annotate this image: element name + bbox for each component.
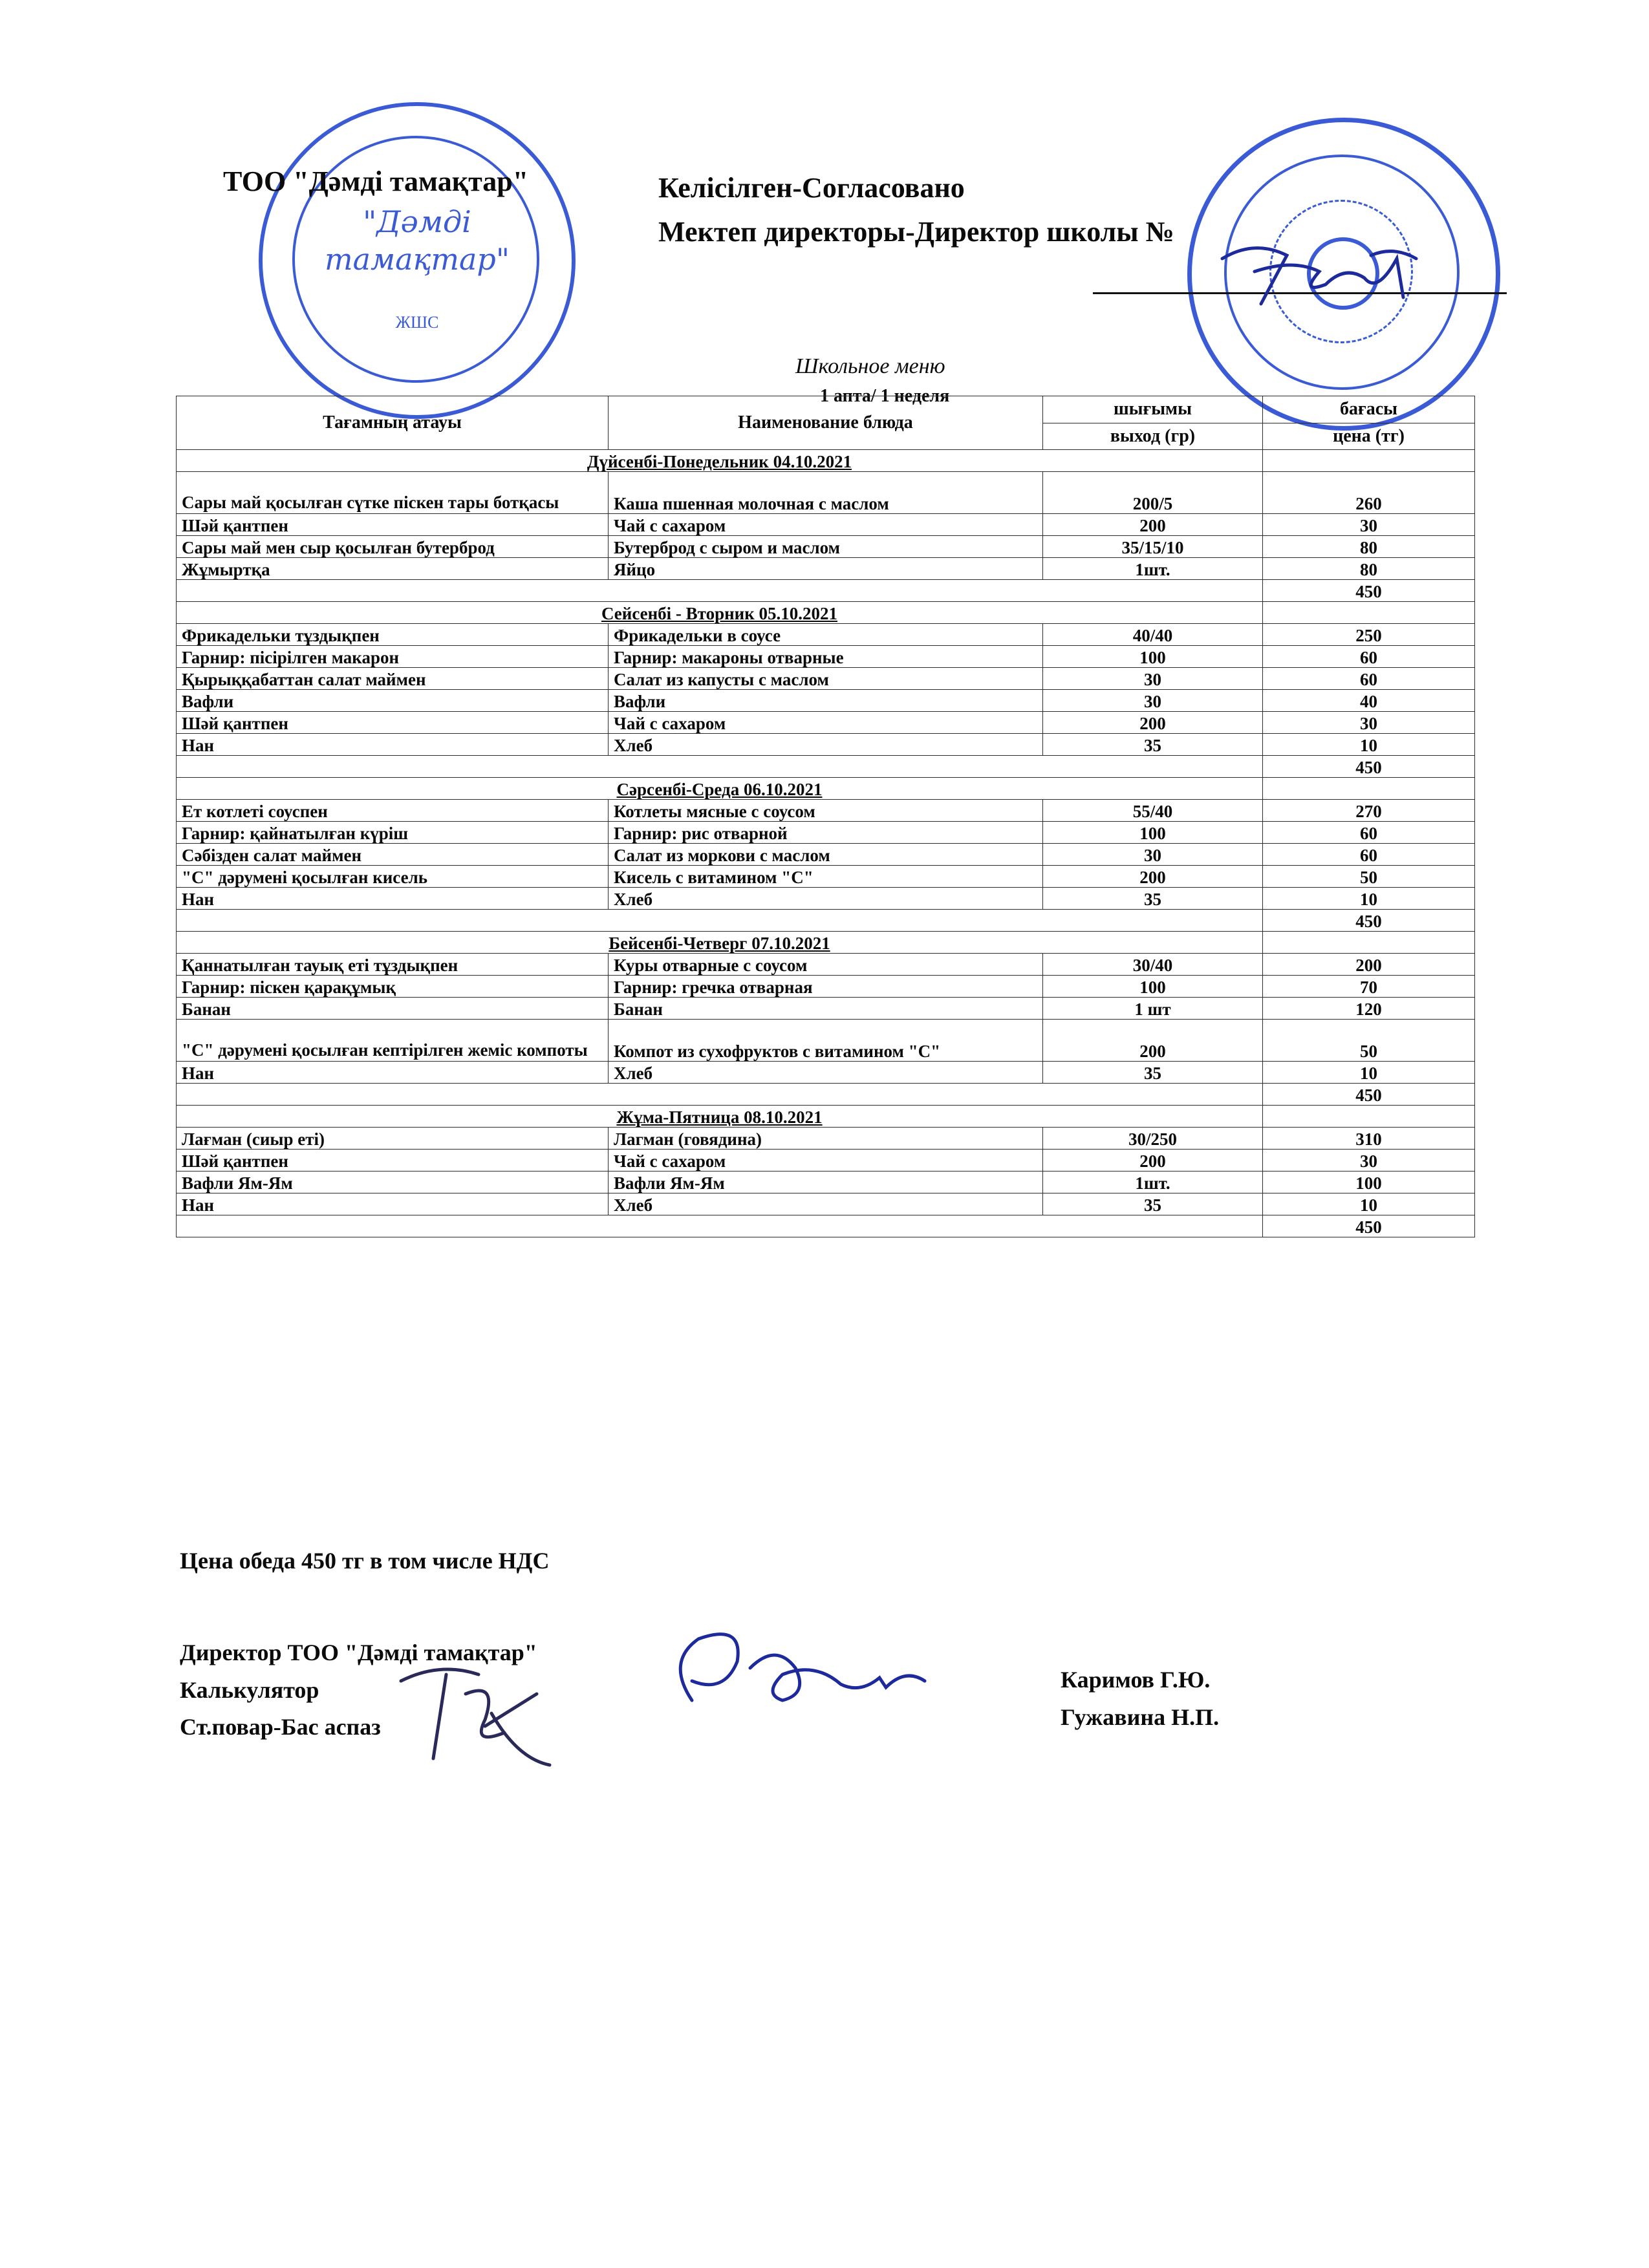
- empty-cell: [177, 1215, 1263, 1237]
- dish-price: 10: [1263, 734, 1475, 756]
- empty-cell: [177, 580, 1263, 602]
- dish-name-kz: Ет котлеті соуспен: [177, 800, 609, 822]
- dish-name-kz: "С" дәрумені қосылған кептірілген жеміс компоты: [177, 1020, 609, 1062]
- dish-price: 30: [1263, 712, 1475, 734]
- header-name-kz: Тағамның атауы: [177, 396, 609, 450]
- dish-name-kz: Сары май мен сыр қосылған бутерброд: [177, 536, 609, 558]
- day-title-cell: [177, 450, 1263, 472]
- dish-price: 10: [1263, 888, 1475, 910]
- role-calculator: Калькулятор: [180, 1677, 319, 1703]
- empty-cell: [1263, 1106, 1475, 1128]
- total-row: [177, 580, 1475, 602]
- dish-output: 35: [1043, 1193, 1263, 1215]
- dish-name-kz: Нан: [177, 888, 609, 910]
- dish-name-kz: Вафли Ям-Ям: [177, 1171, 609, 1193]
- dish-name-ru: Каша пшенная молочная с маслом: [609, 472, 1043, 514]
- dish-output: 30: [1043, 690, 1263, 712]
- header-price-ru: цена (тг): [1263, 423, 1475, 450]
- dish-name-ru: Куры отварные с соусом: [609, 954, 1043, 976]
- day-title: Бейсенбі-Четверг 07.10.2021: [609, 934, 830, 953]
- day-title-cell: [177, 778, 1263, 800]
- dish-name-kz: Нан: [177, 1193, 609, 1215]
- dish-name-kz: Қырыққабаттан салат маймен: [177, 668, 609, 690]
- dish-price: 260: [1263, 472, 1475, 514]
- dish-output: 35/15/10: [1043, 536, 1263, 558]
- dish-name-kz: Фрикадельки тұздықпен: [177, 624, 609, 646]
- empty-cell: [177, 756, 1263, 778]
- dish-output: 200: [1043, 1150, 1263, 1171]
- dish-price: 30: [1263, 1150, 1475, 1171]
- company-name: ТОО "Дәмді тамақтар": [223, 166, 529, 197]
- day-title: Сейсенбі - Вторник 05.10.2021: [601, 604, 838, 623]
- dish-name-kz: Гарнир: пісірілген макарон: [177, 646, 609, 668]
- dish-price: 80: [1263, 536, 1475, 558]
- empty-cell: [177, 910, 1263, 932]
- dish-price: 10: [1263, 1062, 1475, 1084]
- dish-price: 10: [1263, 1193, 1475, 1215]
- dish-name-kz: Нан: [177, 1062, 609, 1084]
- total-row: [177, 910, 1475, 932]
- director-signature-footer: [653, 1623, 931, 1733]
- dish-price: 120: [1263, 998, 1475, 1020]
- company-stamp-text: "Дәмді тамақтар": [324, 204, 510, 277]
- table-row: [177, 1171, 1475, 1193]
- dish-name-ru: Кисель с витамином "С": [609, 866, 1043, 888]
- dish-name-ru: Хлеб: [609, 1193, 1043, 1215]
- table-row: [177, 844, 1475, 866]
- table-row: [177, 822, 1475, 844]
- day-title: Дүйсенбі-Понедельник 04.10.2021: [587, 452, 852, 471]
- dish-name-kz: Шәй қантпен: [177, 712, 609, 734]
- empty-cell: [177, 1084, 1263, 1106]
- company-stamp-sub: ЖШС: [395, 313, 439, 332]
- dish-name-ru: Яйцо: [609, 558, 1043, 580]
- day-total: 450: [1263, 1084, 1475, 1106]
- dish-name-ru: Бутерброд с сыром и маслом: [609, 536, 1043, 558]
- dish-output: 200: [1043, 514, 1263, 536]
- dish-price: 80: [1263, 558, 1475, 580]
- price-note: Цена обеда 450 тг в том числе НДС: [180, 1548, 550, 1574]
- dish-output: 200: [1043, 712, 1263, 734]
- dish-price: 50: [1263, 866, 1475, 888]
- agreed-label: Келісілген-Согласовано: [658, 172, 965, 204]
- dish-output: 100: [1043, 646, 1263, 668]
- table-row: [177, 624, 1475, 646]
- day-total: 450: [1263, 1215, 1475, 1237]
- total-row: [177, 1084, 1475, 1106]
- dish-name-ru: Вафли Ям-Ям: [609, 1171, 1043, 1193]
- dish-name-kz: Лағман (сиыр еті): [177, 1128, 609, 1150]
- day-row: [177, 778, 1475, 800]
- table-header-row: [177, 396, 1475, 423]
- table-row: [177, 954, 1475, 976]
- day-row: [177, 602, 1475, 624]
- day-total: 450: [1263, 580, 1475, 602]
- dish-name-kz: Қаннатылған тауық еті тұздықпен: [177, 954, 609, 976]
- table-row: [177, 646, 1475, 668]
- menu-subtitle: 1 апта/ 1 неделя: [820, 386, 950, 406]
- dish-output: 200: [1043, 866, 1263, 888]
- table-row: [177, 1150, 1475, 1171]
- day-title-cell: [177, 1106, 1263, 1128]
- dish-name-kz: Гарнир: қайнатылған күріш: [177, 822, 609, 844]
- table-row: [177, 536, 1475, 558]
- director-signature: [1216, 233, 1423, 317]
- table-row: [177, 712, 1475, 734]
- table-row: [177, 998, 1475, 1020]
- dish-output: 30: [1043, 844, 1263, 866]
- dish-output: 1шт.: [1043, 1171, 1263, 1193]
- dish-price: 60: [1263, 668, 1475, 690]
- director-line: Мектеп директоры-Директор школы №: [658, 216, 1174, 248]
- signer-name-2: Гужавина Н.П.: [1061, 1704, 1220, 1730]
- dish-output: 35: [1043, 1062, 1263, 1084]
- dish-name-ru: Гарнир: макароны отварные: [609, 646, 1043, 668]
- role-cook: Ст.повар-Бас аспаз: [180, 1714, 381, 1740]
- dish-name-ru: Котлеты мясные с соусом: [609, 800, 1043, 822]
- table-row: [177, 800, 1475, 822]
- dish-name-ru: Хлеб: [609, 1062, 1043, 1084]
- menu-table: [176, 396, 1475, 1237]
- table-row: [177, 558, 1475, 580]
- dish-name-kz: Гарнир: піскен қарақұмық: [177, 976, 609, 998]
- header-output-kz: шығымы: [1043, 396, 1263, 423]
- day-row: [177, 450, 1475, 472]
- table-row: [177, 1128, 1475, 1150]
- dish-name-kz: Шәй қантпен: [177, 514, 609, 536]
- dish-price: 250: [1263, 624, 1475, 646]
- dish-name-ru: Фрикадельки в соусе: [609, 624, 1043, 646]
- dish-price: 270: [1263, 800, 1475, 822]
- table-row: [177, 1062, 1475, 1084]
- header-output-ru: выход (гр): [1043, 423, 1263, 450]
- dish-output: 1 шт: [1043, 998, 1263, 1020]
- dish-output: 30: [1043, 668, 1263, 690]
- dish-name-kz: Сәбізден салат маймен: [177, 844, 609, 866]
- empty-cell: [1263, 778, 1475, 800]
- empty-cell: [1263, 602, 1475, 624]
- day-row: [177, 1106, 1475, 1128]
- dish-name-ru: Хлеб: [609, 888, 1043, 910]
- dish-output: 100: [1043, 976, 1263, 998]
- dish-price: 100: [1263, 1171, 1475, 1193]
- table-row: [177, 514, 1475, 536]
- total-row: [177, 756, 1475, 778]
- dish-output: 30/40: [1043, 954, 1263, 976]
- day-title-cell: [177, 932, 1263, 954]
- dish-name-ru: Банан: [609, 998, 1043, 1020]
- table-row: [177, 976, 1475, 998]
- dish-name-ru: Компот из сухофруктов с витамином "С": [609, 1020, 1043, 1062]
- table-row: [177, 1193, 1475, 1215]
- dish-name-ru: Гарнир: гречка отварная: [609, 976, 1043, 998]
- dish-name-ru: Салат из моркови с маслом: [609, 844, 1043, 866]
- dish-name-ru: Вафли: [609, 690, 1043, 712]
- dish-name-kz: Банан: [177, 998, 609, 1020]
- dish-price: 60: [1263, 844, 1475, 866]
- dish-price: 60: [1263, 646, 1475, 668]
- dish-name-ru: Чай с сахаром: [609, 1150, 1043, 1171]
- dish-name-kz: Сары май қосылған сүтке піскен тары ботқасы: [177, 472, 609, 514]
- table-row: [177, 1020, 1475, 1062]
- dish-name-ru: Хлеб: [609, 734, 1043, 756]
- company-stamp: [259, 102, 576, 419]
- dish-name-ru: Гарнир: рис отварной: [609, 822, 1043, 844]
- dish-output: 200/5: [1043, 472, 1263, 514]
- dish-name-kz: Нан: [177, 734, 609, 756]
- dish-name-kz: Вафли: [177, 690, 609, 712]
- dish-output: 30/250: [1043, 1128, 1263, 1150]
- dish-output: 35: [1043, 734, 1263, 756]
- table-row: [177, 690, 1475, 712]
- header-name-ru: Наименование блюда: [609, 396, 1043, 450]
- dish-output: 1шт.: [1043, 558, 1263, 580]
- dish-output: 35: [1043, 888, 1263, 910]
- day-total: 450: [1263, 756, 1475, 778]
- table-row: [177, 472, 1475, 514]
- dish-price: 200: [1263, 954, 1475, 976]
- dish-price: 40: [1263, 690, 1475, 712]
- dish-price: 30: [1263, 514, 1475, 536]
- table-row: [177, 888, 1475, 910]
- dish-price: 50: [1263, 1020, 1475, 1062]
- dish-output: 55/40: [1043, 800, 1263, 822]
- role-director: Директор ТОО "Дәмді тамақтар": [180, 1640, 537, 1665]
- table-row: [177, 668, 1475, 690]
- dish-price: 70: [1263, 976, 1475, 998]
- dish-name-ru: Салат из капусты с маслом: [609, 668, 1043, 690]
- day-row: [177, 932, 1475, 954]
- dish-output: 100: [1043, 822, 1263, 844]
- dish-name-kz: Шәй қантпен: [177, 1150, 609, 1171]
- header-price-kz: бағасы: [1263, 396, 1475, 423]
- dish-name-kz: "С" дәрумені қосылған кисель: [177, 866, 609, 888]
- dish-name-ru: Лагман (говядина): [609, 1128, 1043, 1150]
- signer-name-1: Каримов Г.Ю.: [1061, 1667, 1211, 1693]
- dish-output: 40/40: [1043, 624, 1263, 646]
- dish-name-ru: Чай с сахаром: [609, 712, 1043, 734]
- total-row: [177, 1215, 1475, 1237]
- dish-name-ru: Чай с сахаром: [609, 514, 1043, 536]
- table-row: [177, 866, 1475, 888]
- menu-title: Школьное меню: [795, 354, 945, 378]
- dish-output: 200: [1043, 1020, 1263, 1062]
- day-title-cell: [177, 602, 1263, 624]
- dish-price: 310: [1263, 1128, 1475, 1150]
- day-title: Жұма-Пятница 08.10.2021: [616, 1107, 823, 1127]
- empty-cell: [1263, 450, 1475, 472]
- empty-cell: [1263, 932, 1475, 954]
- day-total: 450: [1263, 910, 1475, 932]
- dish-price: 60: [1263, 822, 1475, 844]
- day-title: Сәрсенбі-Среда 06.10.2021: [616, 780, 823, 799]
- dish-name-kz: Жұмыртқа: [177, 558, 609, 580]
- table-row: [177, 734, 1475, 756]
- calculator-signature: [388, 1655, 556, 1778]
